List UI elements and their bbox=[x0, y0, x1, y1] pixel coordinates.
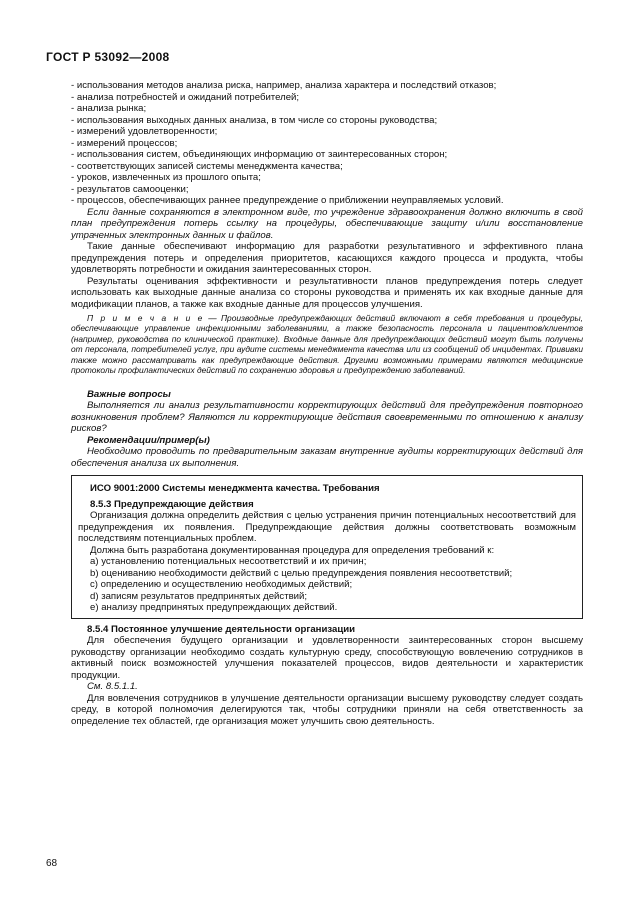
list-item: - анализа рынка; bbox=[71, 103, 147, 114]
list-item: - уроков, извлеченных из прошлого опыта; bbox=[71, 172, 261, 183]
box-list-item: e) анализу предпринятых предупреждающих действий. bbox=[90, 602, 338, 614]
note-text: — Производные предупреждающих действий включают в себя требования и процедуры, обеспечивающие управление инфекционными заболеваниями, а также безопасность персонала и пациентов/клиентов (например, руководства по клинической практике). Входные данные для предупреждающих действий могут быть получены от персонала, потребителей услуг, при аудите системы менеджмента качества или из сообщений об инцидентах. Прививки также можно рассматривать как предупреждающие действия. Другими возможными примерами являются медицинские протоколы профилактических действий по сохранению здоровья и предупреждению заболеваний. bbox=[71, 313, 583, 376]
paragraph-culture: Для обеспечения будущего организации и удовлетворенности заинтересованных сторон высшему руководству организации необходимо создать культурную среду, способствующую вовлечению сотрудников в активный поиск возможностей улучшения показателей процессов, видов деятельности и характеристик продукции. bbox=[71, 635, 583, 681]
section-8-5-4-heading: 8.5.4 Постоянное улучшение деятельности организации bbox=[87, 623, 356, 635]
page-number: 68 bbox=[46, 858, 58, 869]
list-item: - использования методов анализа риска, например, анализа характера и последствий отказов; bbox=[71, 80, 497, 91]
box-list-item: а) установлению потенциальных несоответствий и их причин; bbox=[90, 556, 367, 568]
list-item: - соответствующих записей системы менеджмента качества; bbox=[71, 160, 343, 172]
box-paragraph: Организация должна определить действия с целью устранения причин потенциальных несоответствий для предупреждения их появления. Предупреждающие действия должны соответствовать возможным последствиям потенциальных проблем. bbox=[78, 510, 576, 545]
list-item: - использования выходных данных анализа, в том числе со стороны руководства; bbox=[71, 114, 438, 126]
note bbox=[71, 313, 583, 375]
important-questions-heading: Важные вопросы bbox=[87, 388, 171, 400]
box-list-item: c) определению и осуществлению необходимых действий; bbox=[90, 579, 353, 591]
list-item: - измерений удовлетворенности; bbox=[71, 126, 218, 137]
note-label: П р и м е ч а н и е bbox=[87, 313, 204, 323]
important-questions-text: Выполняется ли анализ результативности корректирующих действий для предупреждения повторного возникновения проблем? Являются ли корректирующие действия своевременными по отношению к анализу рисков? bbox=[71, 400, 583, 435]
document-header: ГОСТ Р 53092—2008 bbox=[46, 50, 170, 64]
box-section-heading: 8.5.3 Предупреждающие действия bbox=[90, 498, 254, 510]
recommendations-heading: Рекомендации/пример(ы) bbox=[87, 434, 210, 446]
list-item: - процессов, обеспечивающих раннее предупреждение о приближении неуправляемых условий. bbox=[71, 195, 504, 206]
box-list-item: d) записям результатов предпринятых действий; bbox=[90, 590, 308, 602]
iso-standard-box bbox=[71, 475, 583, 619]
box-list-item: b) оцениванию необходимости действий с целью предупреждения появления несоответствий; bbox=[90, 567, 513, 579]
paragraph-results: Результаты оценивания эффективности и результативности планов предупреждения потерь следует использовать как выходные данные анализа со стороны руководства и применять их как входные данные для модификации планов, а также как входные данные для процессов улучшения. bbox=[71, 275, 583, 310]
paragraph-involvement: Для вовлечения сотрудников в улучшение деятельности организации высшему руководству следует создать среду, в которой полномочия делегируются так, чтобы сотрудники приняли на себя ответственность за определение тех областей, где организация может улучшить свою деятельность. bbox=[71, 692, 583, 727]
bullet-list bbox=[71, 80, 583, 207]
see-reference: См. 8.5.1.1. bbox=[87, 681, 138, 693]
list-item: - использования систем, объединяющих информацию от заинтересованных сторон; bbox=[71, 149, 448, 160]
list-item: - измерений процессов; bbox=[71, 137, 178, 149]
recommendations-text: Необходимо проводить по предварительным заказам внутренние аудиты корректирующих действий для обеспечения анализа их выполнения. bbox=[71, 446, 583, 469]
list-item: - анализа потребностей и ожиданий потребителей; bbox=[71, 91, 300, 103]
list-item: - результатов самооценки; bbox=[71, 183, 189, 195]
box-paragraph: Должна быть разработана документированная процедура для определения требований к: bbox=[90, 544, 495, 556]
italic-paragraph: Если данные сохраняются в электронном виде, то учреждение здравоохранения должно включить в свой план предупреждения потерь ссылку на процедуры, обеспечивающие защиту и/или восстановление утраченных электронных данных и файлов. bbox=[71, 206, 583, 241]
box-title: ИСО 9001:2000 Системы менеджмента качества. Требования bbox=[90, 483, 380, 495]
page-content bbox=[71, 80, 583, 727]
paragraph-data-info: Такие данные обеспечивают информацию для разработки результативного и эффективного плана предупреждения потерь и определения приоритетов, касающихся каждого процесса и продукта, чтобы удовлетворять потребности и ожидания заинтересованных сторон. bbox=[71, 241, 583, 275]
